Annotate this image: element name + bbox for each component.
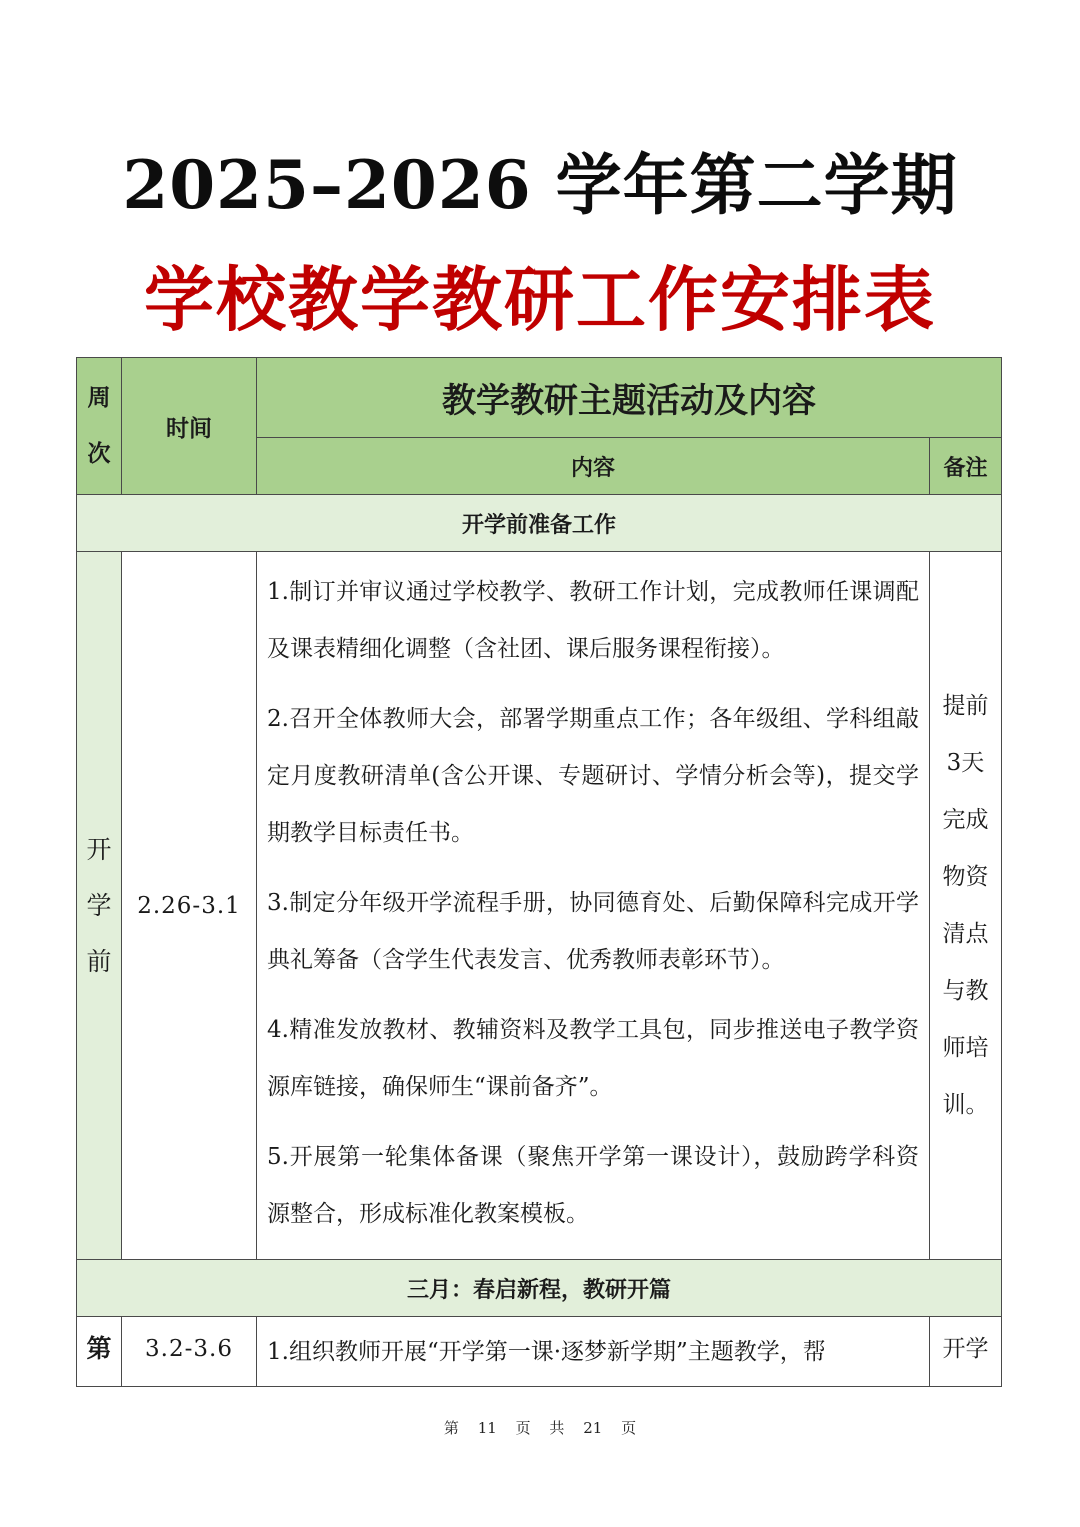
content-cell [257, 1317, 930, 1387]
header-main-label: 教学教研主题活动及内容 [442, 381, 816, 421]
content-item: 4.精准发放教材、教辅资料及教学工具包，同步推送电子教学资源库链接，确保师生“课前备齐”。 [267, 1017, 919, 1100]
remark-label: 提前 3天 完成 物资 清点 与教 师培 训。 [942, 692, 989, 1118]
content-item: 2.召开全体教师大会，部署学期重点工作；各年级组、学科组敲定月度教研清单(含公开课、专题研讨、学情分析会等)，提交学期教学目标责任书。 [267, 706, 919, 846]
footer-total-word: 共 [549, 1419, 565, 1437]
footer-total-pages: 21 [583, 1419, 603, 1437]
content-cell [257, 552, 930, 1260]
section-title-label: 三月：春启新程，教研开篇 [406, 1277, 671, 1303]
header-main [257, 358, 1002, 438]
content-item: 5.开展第一轮集体备课（聚焦开学第一课设计），鼓励跨学科资源整合，形成标准化教案模板。 [267, 1144, 919, 1227]
content-item: 1.组织教师开展“开学第一课·逐梦新学期”主题教学，帮 [267, 1338, 826, 1365]
time-label: 3.2-3.6 [145, 1336, 233, 1362]
week-cell [77, 1317, 122, 1387]
remark-label: 开学 [942, 1336, 989, 1362]
schedule-table [76, 357, 1002, 1387]
header-content-label: 内容 [570, 455, 615, 481]
section-title [77, 495, 1002, 552]
header-week-label: 周 次 [87, 385, 111, 467]
header-time [122, 358, 257, 495]
footer-prefix: 第 [443, 1419, 459, 1437]
section-title [77, 1260, 1002, 1317]
section-title-label: 开学前准备工作 [461, 512, 616, 538]
footer-suffix: 页 [621, 1419, 637, 1437]
time-label: 2.26-3.1 [137, 892, 241, 919]
content-item: 3.制定分年级开学流程手册，协同德育处、后勤保障科完成开学典礼筹备（含学生代表发言、优秀教师表彰环节）。 [267, 890, 919, 973]
week-label: 第 [86, 1334, 112, 1363]
header-content [257, 438, 930, 495]
header-week [77, 358, 122, 495]
content-item: 1.制订并审议通过学校教学、教研工作计划，完成教师任课调配及课表精细化调整（含社团、课后服务课程衔接）。 [267, 579, 919, 662]
footer-page-number: 11 [477, 1419, 497, 1437]
document-title: 2025–2026 学年第二学期 [122, 146, 958, 224]
remark-cell [930, 1317, 1002, 1387]
time-cell [122, 1317, 257, 1387]
footer-page-word: 页 [515, 1419, 531, 1437]
header-remark [930, 438, 1002, 495]
page-footer [0, 1417, 1080, 1438]
week-cell [77, 552, 122, 1260]
time-cell [122, 552, 257, 1260]
header-remark-label: 备注 [943, 455, 988, 481]
week-label: 开 学 前 [86, 834, 112, 976]
header-time-label: 时间 [166, 415, 212, 442]
document-subtitle: 学校教学教研工作安排表 [144, 259, 936, 341]
remark-cell [930, 552, 1002, 1260]
